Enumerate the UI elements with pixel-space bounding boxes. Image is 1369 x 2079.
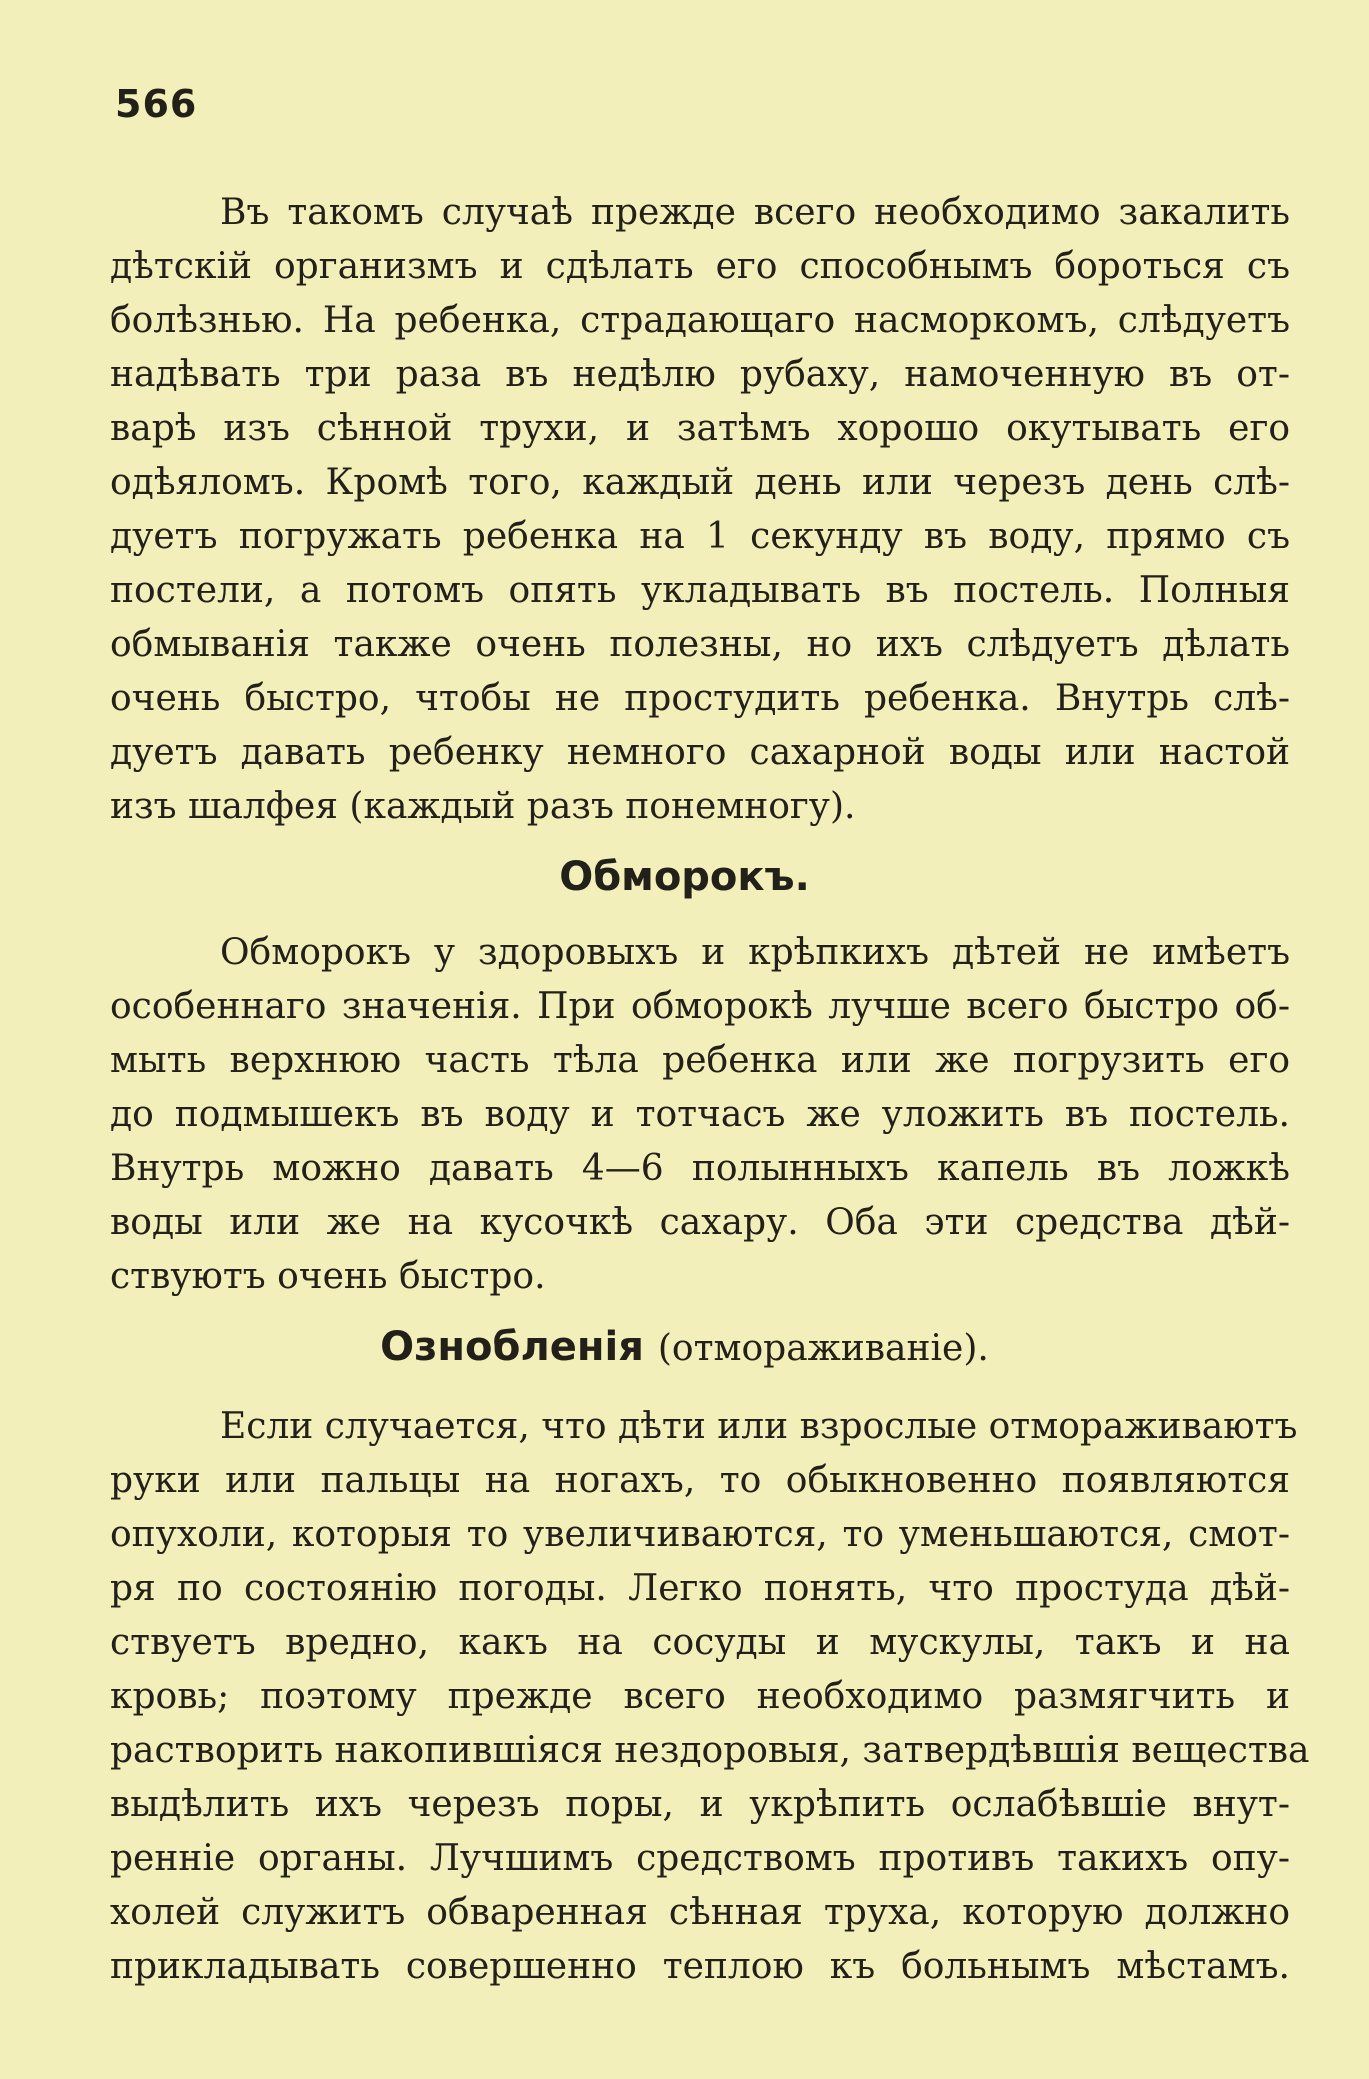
text-line: холей служитъ обваренная сѣнная труха, которую должно — [110, 1892, 1290, 1933]
text-line: Если случается, что дѣти или взрослые отмораживаютъ — [220, 1406, 1298, 1447]
section-heading — [0, 1322, 1369, 1374]
text-line: до подмышекъ въ воду и тотчасъ же уложить въ постель. — [110, 1094, 1290, 1135]
text-line: ствуютъ очень быстро. — [110, 1256, 546, 1297]
text-line: кровь; поэтому прежде всего необходимо размягчить и — [110, 1676, 1290, 1717]
text-line: дуетъ погружать ребенка на 1 секунду въ воду, прямо съ — [110, 516, 1290, 557]
text-line: ря по состоянію погоды. Легко понять, что простуда дѣй- — [110, 1568, 1290, 1609]
text-line: одѣяломъ. Кромѣ того, каждый день или черезъ день слѣ- — [110, 462, 1290, 503]
text-line: особеннаго значенія. При обморокѣ лучше всего быстро об- — [110, 986, 1290, 1027]
text-line: варѣ изъ сѣнной трухи, и затѣмъ хорошо окутывать его — [110, 408, 1290, 449]
text-line: Внутрь можно давать 4—6 полынныхъ капель въ ложкѣ — [110, 1148, 1290, 1189]
page-number: 566 — [115, 82, 198, 126]
text-line: ствуетъ вредно, какъ на сосуды и мускулы, такъ и на — [110, 1622, 1290, 1663]
text-line: Въ такомъ случаѣ прежде всего необходимо закалить — [220, 192, 1290, 233]
text-line: очень быстро, чтобы не простудить ребенка. Внутрь слѣ- — [110, 678, 1290, 719]
text-line: руки или пальцы на ногахъ, то обыкновенно появляются — [110, 1460, 1290, 1501]
text-line: изъ шалфея (каждый разъ понемногу). — [110, 786, 856, 827]
text-line: болѣзнью. На ребенка, страдающаго насморкомъ, слѣдуетъ — [110, 300, 1290, 341]
text-line: выдѣлить ихъ черезъ поры, и укрѣпить ослабѣвшіе внут- — [110, 1784, 1290, 1825]
text-line: прикладывать совершенно теплою къ больнымъ мѣстамъ. — [110, 1946, 1290, 1987]
text-line: растворить накопившіяся нездоровыя, затвердѣвшія вещества — [110, 1730, 1310, 1771]
text-line: воды или же на кусочкѣ сахару. Оба эти средства дѣй- — [110, 1202, 1290, 1243]
text-line: дуетъ давать ребенку немного сахарной воды или настой — [110, 732, 1290, 773]
text-line: дѣтскій организмъ и сдѣлать его способнымъ бороться съ — [110, 246, 1290, 287]
heading-title: Ознобленія — [380, 1324, 644, 1370]
text-line: Обморокъ у здоровыхъ и крѣпкихъ дѣтей не имѣетъ — [220, 932, 1290, 973]
text-line: постели, а потомъ опять укладывать въ постель. Полныя — [110, 570, 1290, 611]
text-line: обмыванія также очень полезны, но ихъ слѣдуетъ дѣлать — [110, 624, 1290, 665]
text-line: опухоли, которыя то увеличиваются, то уменьшаются, смот- — [110, 1514, 1290, 1555]
heading-subtitle: (отмораживаніе). — [657, 1328, 989, 1369]
heading-title: Обморокъ. — [559, 854, 810, 900]
section-heading — [0, 852, 1369, 902]
text-line: мыть верхнюю часть тѣла ребенка или же погрузить его — [110, 1040, 1290, 1081]
text-line: ренніе органы. Лучшимъ средствомъ противъ такихъ опу- — [110, 1838, 1290, 1879]
text-line: надѣвать три раза въ недѣлю рубаху, намоченную въ от- — [110, 354, 1290, 395]
